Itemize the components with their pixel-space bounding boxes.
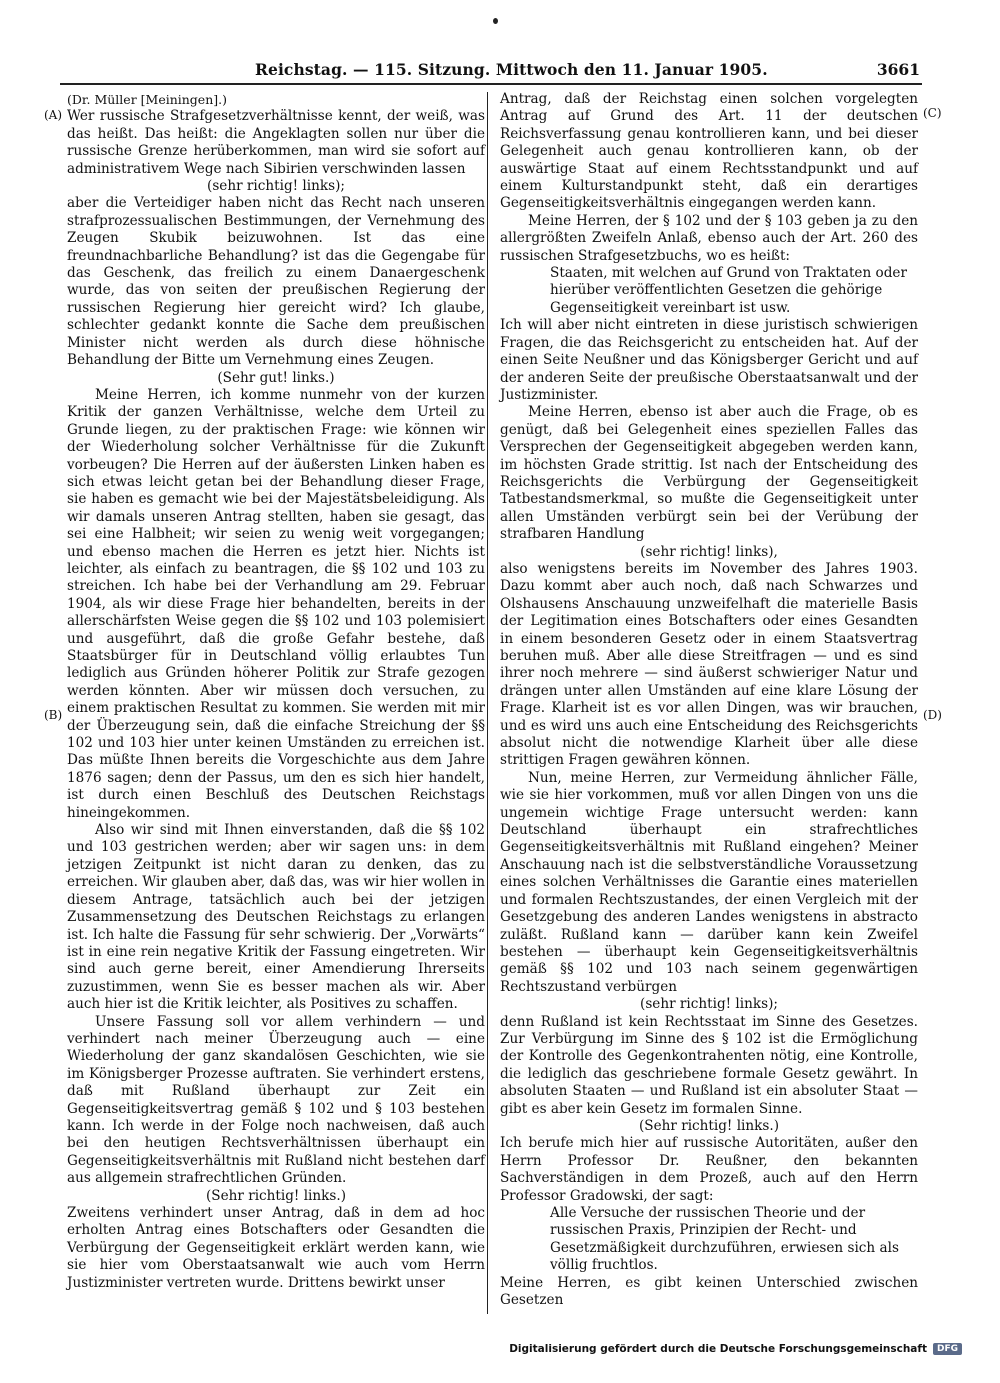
quotation: Staaten, mit welchen auf Grund von Traktaten oder hierüber veröffentlichten Gesetzen die gehörige Gegenseitigkeit vereinbart ist usw. <box>550 265 907 316</box>
margin-marker-c: (C) <box>923 106 942 120</box>
paragraph: Meine Herren, der § 102 und der § 103 geben ja zu den allergrößten Zweifeln Anlaß, ebenso auch der Art. 260 des russischen Strafgesetzbuchs, wo es heißt: <box>500 212 918 264</box>
paragraph: aber die Verteidiger haben nicht das Recht nach unseren strafprozessualischen Bestimmungen, der Vernehmung des Zeugen Skubik beizuwohnen. Ist das eine freundnachbarliche Behandlung? ist das die Gegengabe für das Geschenk, das freilich zu einem Danaergeschenk wurde, das von seiten der preußischen Regierung der russischen Regierung hier gereicht wird? Ich glaube, schlechter gedankt konnte die Sache dem preußischen Minister nicht werden als durch diese höhnische Behandlung der Bitte um Vernehmung eines Zeugen. <box>67 195 485 369</box>
interjection: (Sehr richtig! links.) <box>205 1187 347 1204</box>
interjection: (sehr richtig! links), <box>640 543 778 560</box>
footer <box>509 1343 962 1355</box>
ink-speck <box>493 18 498 24</box>
paragraph: Nun, meine Herren, zur Vermeidung ähnlicher Fälle, wie sie hier vorkommen, muß vor allen Dingen von uns die ungemein wichtige Frage untersucht werden: kann Deutschland überhaupt ein strafrechtliches Gegenseitigkeitsverhältnis mit Rußland eingehen? Meiner Anschauung nach ist die selbstverständliche Voraussetzung eines solchen Verhältnisses die Garantie eines materiellen und formalen Rechtszustandes, der einen Vergleich mit der Gesetzgebung des anderen Landes wenigstens in abstracto zuläßt. Rußland kann — darüber kann kein Zweifel bestehen — überhaupt kein Gegenseitigkeitsverhältnis gemäß §§ 102 und 103 nach seinem gegenwärtigen Rechtszustand verbürgen <box>500 769 918 995</box>
paragraph: Meine Herren, ebenso ist aber auch die Frage, ob es genügt, daß bei Gelegenheit eines speziellen Falles das Versprechen der Gegenseitigkeit abgegeben werden kann, im höchsten Grade strittig. Ist nach der Entscheidung des Reichsgerichts die Verbürgung der Gegenseitigkeit Tatbestandsmerkmal, so mußte die Gegenseitigkeit unter allen Umständen verbürgt sein bei der Verübung der strafbaren Handlung <box>500 404 918 543</box>
right-column <box>500 91 918 1309</box>
paragraph: also wenigstens bereits im November des Jahres 1903. Dazu kommt aber auch noch, daß nach Schwarzes und Olshausens Anschauung unzweifelhaft die materielle Basis der Legitimation eines Botschafters oder eines Gesandten in einem besonderen Gesetz oder in einem Staatsvertrag beruhen muß. Aber alle diese Streitfragen — und es sind ihrer noch mehrere — sind äußerst schwieriger Natur und drängen unter allen Umständen auf eine klare Lösung der Frage. Klarheit ist es vor allen Dingen, was wir brauchen, und es wird uns auch eine Entscheidung des Reichsgerichts absolut nicht die notwendige Klarheit über alle diese strittigen Fragen gewähren können. <box>500 560 918 769</box>
page-number: 3661 <box>876 60 920 79</box>
funding-note: Digitalisierung gefördert durch die Deutsche Forschungsgemeinschaft <box>509 1343 927 1355</box>
margin-marker-d: (D) <box>923 708 942 722</box>
header-rule <box>60 83 922 85</box>
speaker-label: (Dr. Müller [Meiningen].) <box>67 92 227 107</box>
paragraph: Ich will aber nicht eintreten in diese juristisch schwierigen Fragen, die das Reichsgericht zu entscheiden hat. Auf der einen Seite Neußner und das Königsberger Gericht und auf der anderen Seite der preußische Oberstaatsanwalt und der Justizminister. <box>500 317 918 403</box>
interjection: (Sehr gut! links.) <box>217 369 335 386</box>
paragraph: Antrag, daß der Reichstag einen solchen vorgelegten Antrag auf Grund des Art. 11 der deutschen Reichsverfassung genau kontrollieren kann, und bei dieser Gelegenheit auch genau kontrollieren kann, ob der auswärtige Staat auf einem Rechtsstandpunkt und auf einem Kulturstandpunkt steht, daß ein derartiges Gegenseitigkeitsverhältnis eingegangen werden kann. <box>500 91 918 212</box>
dfg-logo: DFG <box>933 1343 962 1355</box>
left-column <box>67 91 485 1292</box>
interjection: (Sehr richtig! links.) <box>638 1117 780 1134</box>
interjection: (sehr richtig! links); <box>640 996 778 1013</box>
paragraph: Also wir sind mit Ihnen einverstanden, daß die §§ 102 und 103 gestrichen werden; aber wir sagen uns: in dem jetzigen Zeitpunkt ist nicht daran zu denken, das zu erreichen. Wir glauben aber, daß das, was wir hier wollen in diesem Antrage, tatsächlich auch bei der jetzigen Zusammensetzung des Deutschen Reichstags zu erlangen ist. Ich halte die Fassung für sehr schwierig. Der „Vorwärts“ ist in eine rein negative Kritik der Fassung eingetreten. Wir sind auch gerne bereit, einer Amendierung Ihrerseits zuzustimmen, wenn Sie es besser machen als wir. Aber auch hier ist die Kritik leichter, als Positives zu schaffen. <box>67 822 485 1013</box>
interjection: (sehr richtig! links); <box>207 178 345 195</box>
paragraph: Meine Herren, es gibt keinen Unterschied zwischen Gesetzen <box>500 1274 918 1309</box>
paragraph: denn Rußland ist kein Rechtsstaat im Sinne des Gesetzes. Zur Verbürgung im Sinne des § 102 ist die Ermöglichung der Kontrolle des Gegenkontrahenten nötig, eine Kontrolle, die lediglich das geschriebene formale Gesetz gewährt. In absoluten Staaten — und Rußland ist ein absoluter Staat — gibt es aber kein Gesetz im formalen Sinne. <box>500 1013 918 1117</box>
margin-marker-b: (B) <box>44 708 63 722</box>
margin-marker-a: (A) <box>44 108 63 122</box>
paragraph: Wer russische Strafgesetzverhältnisse kennt, der weiß, was das heißt. Das heißt: die Angeklagten sollen nur über die russische Grenze herüberkommen, man wird sie sofort auf administrativem Wege nach Sibirien verschwinden lassen <box>67 108 485 177</box>
running-header: Reichstag. — 115. Sitzung. Mittwoch den 11. Januar 1905. <box>255 60 768 79</box>
paragraph: Ich berufe mich hier auf russische Autoritäten, außer den Herrn Professor Dr. Reußner, den bekannten Sachverständigen in dem Prozeß, auch auf den Herrn Professor Gradowski, der sagt: <box>500 1135 918 1204</box>
paragraph: Zweitens verhindert unser Antrag, daß in dem ad hoc erholten Antrag eines Botschafters oder Gesandten die Verbürgung der Gegenseitigkeit erklärt werden kann, wie sie hier vom Oberstaatsanwalt wie auch vom Herrn Justizminister vertreten wurde. Drittens bewirkt unser <box>67 1205 485 1291</box>
quotation: Alle Versuche der russischen Theorie und der russischen Praxis, Prinzipien der Recht- und Gesetzmäßigkeit durchzuführen, erwiesen sich als völlig fruchtlos. <box>550 1205 899 1274</box>
paragraph: Unsere Fassung soll vor allem verhindern — und verhindert nach meiner Überzeugung auch — eine Wiederholung der ganz skandalösen Geschichten, wie sie im Königsberger Prozesse auftraten. Sie verhindert erstens, daß mit Rußland überhaupt zur Zeit ein Gegenseitigkeitsvertrag gemäß § 102 und § 103 bestehen kann. Ich werde in der Folge noch nachweisen, daß auch bei den heutigen Rechtsverhältnissen überhaupt ein Gegenseitigkeitsverhältnis mit Rußland nicht bestehen darf aus allgemein strafrechtlichen Gründen. <box>67 1013 485 1187</box>
paragraph: Meine Herren, ich komme nunmehr von der kurzen Kritik der ganzen Verhältnisse, welche dem Urteil zu Grunde liegen, zu der praktischen Frage: wie können wir der Wiederholung solcher Verhältnisse für die Zukunft vorbeugen? Die Herren auf der äußersten Linken haben es sich etwas leicht getan bei der Behandlung dieser Frage, sie haben es gemacht wie bei der Majestätsbeleidigung. Als wir damals unseren Antrag stellten, haben sie gesagt, das sei eine Halbheit; wir seien zu wenig weit vorgegangen; und ebenso machen die Herren es jetzt hier. Nichts ist leichter, als einfach zu beantragen, die §§ 102 und 103 zu streichen. Ich habe bei der Verhandlung am 29. Februar 1904, als wir diese Frage hier behandelten, bereits in der allerschärfsten Weise gegen die §§ 102 und 103 polemisiert und ausgeführt, daß die große Gefahr bestehe, daß Staatsbürger für in Deutschland völlig erlaubtes Tun lediglich aus Gründen höherer Politik zur Strafe gezogen werden könnten. Aber wir müssen doch versuchen, zu einem praktischen Resultat zu kommen. Sie werden mit mir der Überzeugung sein, daß die einfache Streichung der §§ 102 und 103 hier unter keinen Umständen zu erreichen ist. Das müßte Ihnen bereits die Vorgeschichte aus dem Jahre 1876 sagen; denn der Passus, um den es sich hier handelt, ist durch einen Beschluß des Deutschen Reichstags hineingekommen. <box>67 386 485 821</box>
column-divider <box>487 92 488 1314</box>
